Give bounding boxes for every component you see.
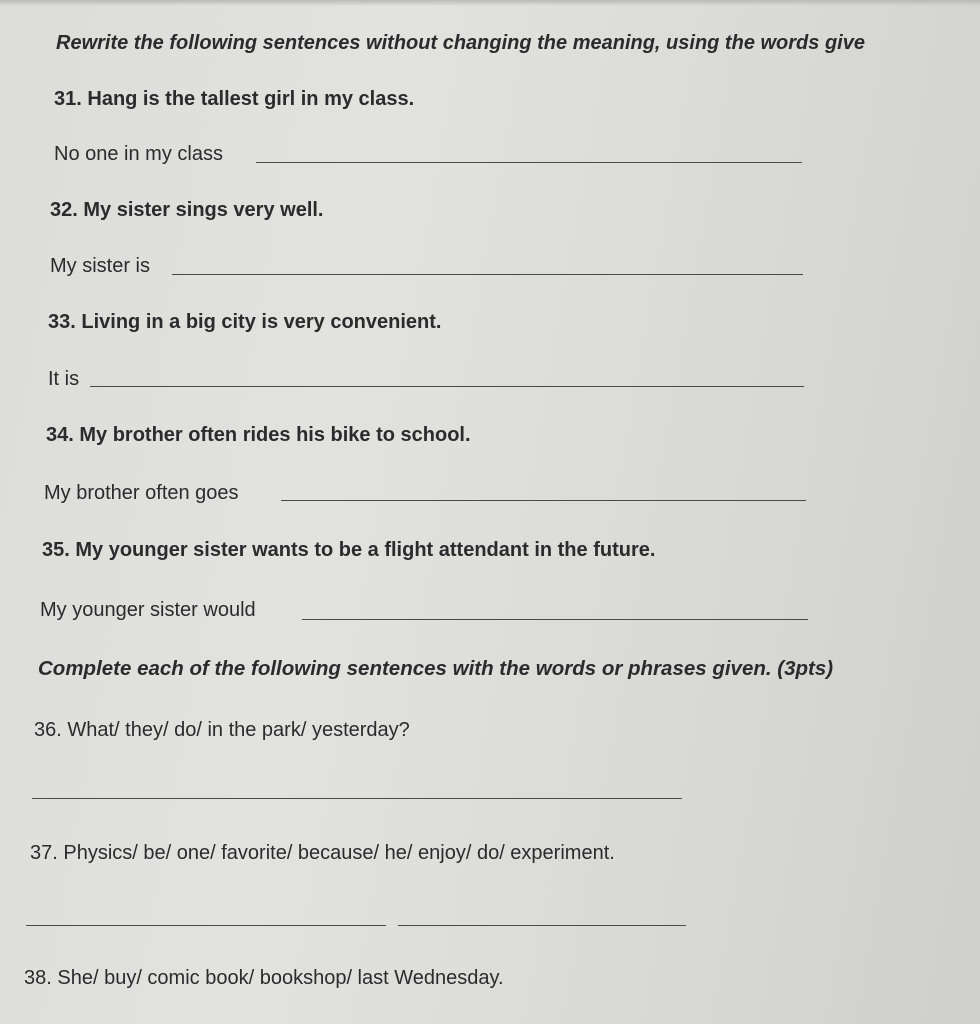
- answer-37-blank-b[interactable]: [398, 925, 686, 926]
- answer-32-prompt: My sister is: [50, 255, 150, 277]
- prompt-37-text: Physics/ be/ one/ favorite/ because/ he/ enjoy/ do/ experiment.: [63, 842, 615, 864]
- question-31: [54, 88, 414, 111]
- prompt-37-number: 37.: [30, 842, 58, 864]
- instruction-rewrite: Rewrite the following sentences without changing the meaning, using the words give: [56, 32, 865, 54]
- question-35-number: 35.: [42, 539, 70, 561]
- prompt-37: [30, 842, 615, 865]
- answer-34-prompt: My brother often goes: [44, 482, 239, 504]
- question-35: [42, 539, 655, 562]
- answer-37-blank-a[interactable]: [26, 925, 386, 926]
- question-33: [48, 311, 441, 334]
- answer-35-prompt: My younger sister would: [40, 599, 256, 621]
- prompt-38-text: She/ buy/ comic book/ bookshop/ last Wednesday.: [57, 967, 504, 989]
- answer-35-blank[interactable]: [302, 619, 808, 620]
- prompt-38: [24, 967, 504, 990]
- answer-31-blank[interactable]: [256, 162, 802, 163]
- question-31-text: Hang is the tallest girl in my class.: [87, 88, 415, 110]
- question-32-text: My sister sings very well.: [83, 199, 324, 221]
- question-35-text: My younger sister wants to be a flight attendant in the future.: [75, 539, 656, 561]
- question-34-text: My brother often rides his bike to school.: [79, 424, 471, 446]
- answer-32-blank[interactable]: [172, 274, 803, 275]
- answer-34-blank[interactable]: [281, 500, 806, 501]
- question-34: [46, 424, 471, 447]
- question-34-number: 34.: [46, 424, 74, 446]
- page-top-edge: [0, 0, 980, 6]
- answer-31-prompt: No one in my class: [54, 143, 223, 165]
- prompt-36-number: 36.: [34, 719, 62, 741]
- question-32-number: 32.: [50, 199, 78, 221]
- answer-33-blank[interactable]: [90, 386, 804, 387]
- prompt-38-number: 38.: [24, 967, 52, 989]
- instruction-complete: Complete each of the following sentences with the words or phrases given. (3pts): [38, 657, 834, 680]
- prompt-36-text: What/ they/ do/ in the park/ yesterday?: [67, 719, 410, 741]
- answer-36-blank[interactable]: [32, 798, 682, 799]
- question-33-number: 33.: [48, 311, 76, 333]
- answer-33-prompt: It is: [48, 368, 80, 390]
- prompt-36: [34, 719, 410, 742]
- question-32: [50, 199, 324, 222]
- question-31-number: 31.: [54, 88, 82, 110]
- question-33-text: Living in a big city is very convenient.: [81, 311, 442, 333]
